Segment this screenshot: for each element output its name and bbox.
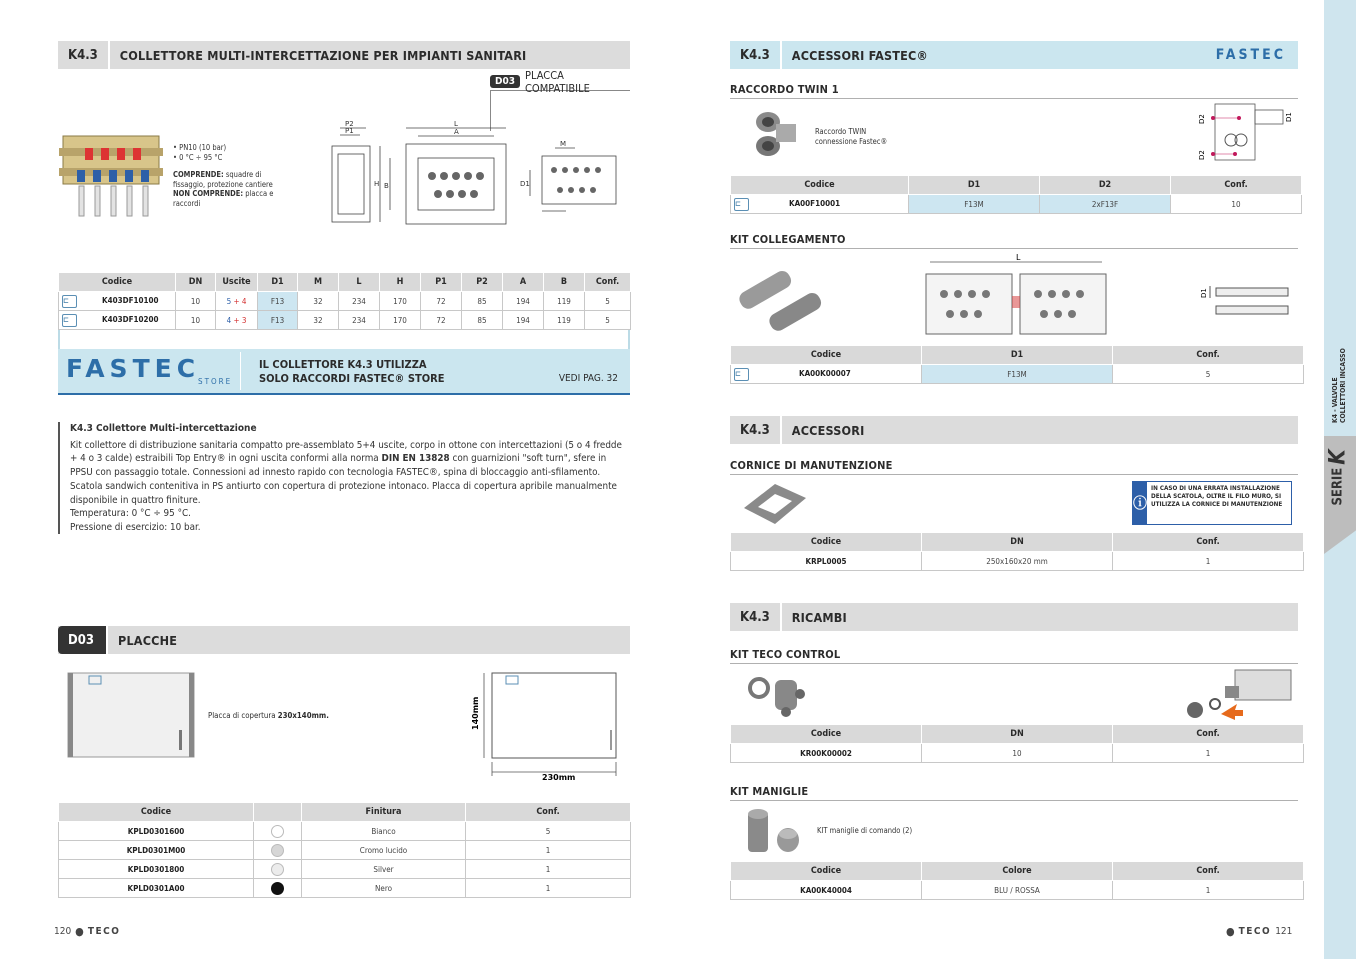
fastec-section-code: K4.3 [730,41,782,69]
teco-logo-icon: ● [75,925,84,938]
collettore-table [58,272,631,330]
th-p1: P1 [421,273,462,292]
teco-control-drawing [1185,666,1295,722]
side-tab-chapter [1331,348,1351,423]
plate-image [67,672,197,759]
dim-l: L [454,120,458,128]
th-conf: Conf. [1113,346,1304,365]
cornice-note-text: IN CASO DI UNA ERRATA INSTALLAZIONE DELLA SCATOLA, OLTRE IL FILO MURO, SI UTILIZZA LA CORNICE DI MANUTENZIONE [1151,485,1283,508]
th-uscite: Uscite [216,273,258,292]
twin-caption-1: Raccordo TWIN [815,127,867,136]
table-row [59,841,631,860]
cell-p2: 85 [462,292,503,311]
cell-finitura: Cromo lucido [302,841,466,860]
table-row [59,860,631,879]
cell-swatch [254,841,302,860]
spec-non-comprende: placca e raccordi [173,189,274,208]
th-conf: Conf. [1171,176,1302,195]
cell-codice: KPLD0301800 [59,860,254,879]
th-swatch [254,803,302,822]
twin-table [730,175,1302,214]
dim-d1: D1 [520,180,530,188]
fastec-icon: ⊏ [734,368,749,381]
cell-l: 234 [339,292,380,311]
th-conf: Conf. [585,273,631,292]
cell-colore: BLU / ROSSA [922,881,1113,900]
fastec-icon: ⊏ [62,295,77,308]
table-row [731,195,1302,214]
th-colore: Colore [922,862,1113,881]
spec-pn: • PN10 (10 bar) [173,143,227,152]
th-dn: DN [922,533,1113,552]
table-header-row [731,862,1304,881]
cell-conf: 10 [1171,195,1302,214]
cornice-note [1132,481,1292,525]
dim-a: A [454,128,459,136]
ricambi-code: K4.3 [730,603,782,631]
th-dn: DN [176,273,216,292]
kit-dim-l: L [1016,253,1021,262]
table-header-row [59,273,631,292]
page-number: 120 [54,926,72,937]
table-header-row [731,346,1304,365]
info-icon: ⓘ [1133,482,1147,524]
cell-m: 32 [298,311,339,330]
compat-label: PLACCA COMPATIBILE [525,68,590,95]
dim-h: H [374,180,380,188]
teco-brand: TECO [87,926,121,937]
th-b: B [544,273,585,292]
banner-line2: SOLO RACCORDI FASTEC® STORE [259,372,445,385]
teco-control-rule [730,663,1298,664]
teco-logo-icon: ● [1226,925,1235,938]
accessori-code: K4.3 [730,416,782,444]
twin-caption [815,127,887,146]
cell-p1: 72 [421,311,462,330]
cell-codice: KA00K40004 [731,881,922,900]
twin-image [750,106,802,162]
table-row [59,311,631,330]
th-codice: Codice [731,533,922,552]
cell-codice: KR00K00002 [731,744,922,763]
cell-a: 194 [503,292,544,311]
spec-non-comprende-label: NON COMPRENDE: [173,189,244,198]
table-row [731,744,1304,763]
section-header-fastec [730,41,1298,69]
th-codice: Codice [731,346,922,365]
footer-right [1226,925,1292,938]
color-swatch [271,863,284,876]
th-h: H [380,273,421,292]
twin-rule [730,98,1298,99]
placche-title: PLACCHE [118,632,178,648]
cell-a: 194 [503,311,544,330]
fastec-logo: FASTEC [66,354,201,383]
th-d1: D1 [922,346,1113,365]
side-tab-serie-label [1325,440,1351,518]
compat-code: D03 [490,75,520,88]
technical-drawing [320,118,620,233]
banner-divider [240,352,241,390]
th-d2: D2 [1040,176,1171,195]
cell-conf: 5 [585,292,631,311]
th-codice: Codice [59,273,176,292]
cell-b: 119 [544,311,585,330]
cell-conf: 1 [466,860,631,879]
color-swatch [271,882,284,895]
cell-finitura: Nero [302,879,466,898]
cell-h: 170 [380,311,421,330]
kit-dim-d1: D1 [1200,288,1208,298]
teco-control-image [745,670,811,720]
th-codice: Codice [59,803,254,822]
placche-table [58,802,631,898]
cell-b: 119 [544,292,585,311]
cell-dn: 250x160x20 mm [922,552,1113,571]
color-swatch [271,844,284,857]
maniglie-title: KIT MANIGLIE [730,785,809,798]
cell-p2: 85 [462,311,503,330]
ricambi-title: RICAMBI [791,609,847,625]
twin-d1: D1 [1285,112,1293,122]
fastec-icon: ⊏ [734,198,749,211]
twin-drawing [1195,100,1295,170]
cell-swatch [254,860,302,879]
cell-conf: 1 [1113,881,1304,900]
cell-uscite: 5 + 4 [216,292,258,311]
maniglie-table [730,861,1304,900]
th-d1: D1 [909,176,1040,195]
fastec-icon: ⊏ [62,314,77,327]
serie-word: SERIE [1330,467,1346,506]
cell-d1: F13 [258,292,298,311]
th-conf: Conf. [1113,862,1304,881]
desc-temp: Temperatura: 0 °C ÷ 95 °C. [70,508,191,520]
plate-height: 140mm [471,696,480,730]
cell-codice: KPLD0301M00 [59,841,254,860]
th-conf: Conf. [1113,725,1304,744]
serie-letter: K [1325,449,1351,465]
footer-left [54,925,120,938]
accessori-title: ACCESSORI [791,422,865,438]
section-header-accessori [730,416,1298,444]
chapter-line1: K4 - VALVOLE [1331,377,1339,423]
kit-title: KIT COLLEGAMENTO [730,233,846,246]
cell-conf: 1 [466,841,631,860]
twin-caption-2: connessione Fastec® [815,136,888,146]
th-dn: DN [922,725,1113,744]
cell-finitura: Silver [302,860,466,879]
teco-control-table [730,724,1304,763]
maniglie-rule [730,800,1298,801]
desc-title: K4.3 Collettore Multi-intercettazione [70,423,257,434]
fastec-section-title: ACCESSORI FASTEC® [791,47,928,63]
maniglie-caption: KIT maniglie di comando (2) [817,826,913,835]
table-header-row [731,725,1304,744]
table-row [731,552,1304,571]
plate-width: 230mm [542,773,576,782]
cell-dn: 10 [922,744,1113,763]
cornice-table [730,532,1304,571]
fastec-store-banner [58,349,630,395]
dim-p1: P1 [345,127,354,135]
maniglie-image [742,806,804,856]
cell-conf: 5 [585,311,631,330]
kit-table [730,345,1304,384]
cell-p1: 72 [421,292,462,311]
color-swatch [271,825,284,838]
cell-d1: F13 [258,311,298,330]
cell-conf: 1 [1113,552,1304,571]
table-header-row [59,803,631,822]
desc-body: Kit collettore di distribuzione sanitaria compatto pre-assemblato 5+4 uscite, corpo in ottone con intercettazioni (5 o 4 fredde + 4 o 3 calde) estraibili Top Entry® in ogni uscita conformi alla norma DIN EN 13828 con guarnizioni "soft turn", sfere in PPSU con passaggio totale. Connessioni ad innesto rapido con tecnologia FASTEC®, spina di bloccaggio anti-sfilamento. Scatola sandwich contenitiva in PS antiurto con copertura di protezione intonaco. Placca di copertura apribile manualmente disponibile in quattro finiture. [70,439,622,506]
th-m: M [298,273,339,292]
th-codice: Codice [731,176,909,195]
spec-comprende: squadre di fissaggio, protezione cantiere [173,170,273,189]
th-conf: Conf. [466,803,631,822]
kit-rule [730,248,1298,249]
cell-codice: K403DF10200 [102,314,159,324]
banner-text [259,358,445,386]
banner-page-ref: VEDI PAG. 32 [558,373,618,384]
cell-d1: F13M [922,365,1113,384]
cornice-title: CORNICE DI MANUTENZIONE [730,459,893,472]
table-row [59,292,631,311]
spec-comprende-label: COMPRENDE: [173,170,224,179]
th-d1: D1 [258,273,298,292]
section-code: K4.3 [58,41,110,69]
description [70,422,630,535]
dim-b: B [384,182,389,190]
manifold-image [55,128,167,220]
th-finitura: Finitura [302,803,466,822]
plate-drawing [468,668,624,783]
plate-caption: Placca di copertura 230x140mm. [208,711,329,720]
cell-conf: 5 [1113,365,1304,384]
banner-line1: IL COLLETTORE K4.3 UTILIZZA [259,358,427,371]
desc-press: Pressione di esercizio: 10 bar. [70,521,201,533]
fastec-store-word: STORE [198,377,233,386]
th-codice: Codice [731,725,922,744]
th-conf: Conf. [1113,533,1304,552]
cell-codice: K403DF10100 [102,295,159,305]
cell-swatch [254,822,302,841]
table-row [59,822,631,841]
cell-conf: 1 [1113,744,1304,763]
dim-m: M [560,140,567,148]
spec-block [173,143,288,208]
cell-h: 170 [380,292,421,311]
desc-bar [58,422,60,534]
compatible-plate-badge [490,68,630,95]
cell-codice: KA00F10001 [789,198,841,208]
kit-drawing [920,250,1110,340]
cell-l: 234 [339,311,380,330]
table-header-row [731,533,1304,552]
dim-p2: P2 [345,120,354,128]
table-row [59,879,631,898]
placche-code: D03 [58,626,108,654]
th-l: L [339,273,380,292]
cornice-image [740,480,810,528]
kit-profile-drawing [1196,278,1296,318]
cell-d1: F13M [909,195,1040,214]
cell-conf: 5 [466,822,631,841]
cell-swatch [254,879,302,898]
cell-codice: KPLD0301A00 [59,879,254,898]
section-header-placche [58,626,630,654]
cell-uscite: 4 + 3 [216,311,258,330]
cell-codice: KA00K00007 [799,368,851,378]
section-header-ricambi [730,603,1298,631]
fastec-header-logo: FASTEC [1215,47,1286,63]
cell-codice: KPLD0301600 [59,822,254,841]
cell-dn: 10 [176,311,216,330]
table-header-row [731,176,1302,195]
cell-d2: 2xF13F [1040,195,1171,214]
twin-title: RACCORDO TWIN 1 [730,83,839,96]
th-codice: Codice [731,862,922,881]
page-number: 121 [1275,926,1293,937]
cell-m: 32 [298,292,339,311]
th-a: A [503,273,544,292]
teco-control-title: KIT TECO CONTROL [730,648,841,661]
cell-dn: 10 [176,292,216,311]
cell-finitura: Bianco [302,822,466,841]
twin-d2-top: D2 [1198,114,1206,124]
kit-image [733,260,833,332]
section-header-k43 [58,41,630,69]
twin-d2-bottom: D2 [1198,150,1206,160]
teco-brand: TECO [1238,926,1272,937]
cell-conf: 1 [466,879,631,898]
th-p2: P2 [462,273,503,292]
cell-codice: KRPL0005 [731,552,922,571]
cornice-rule [730,474,1298,475]
table-row [731,881,1304,900]
table-row [731,365,1304,384]
spec-temp: • 0 °C ÷ 95 °C [173,152,223,162]
chapter-line2: COLLETTORI INCASSO [1339,348,1347,423]
section-title: COLLETTORE MULTI-INTERCETTAZIONE PER IMPIANTI SANITARI [119,47,527,63]
